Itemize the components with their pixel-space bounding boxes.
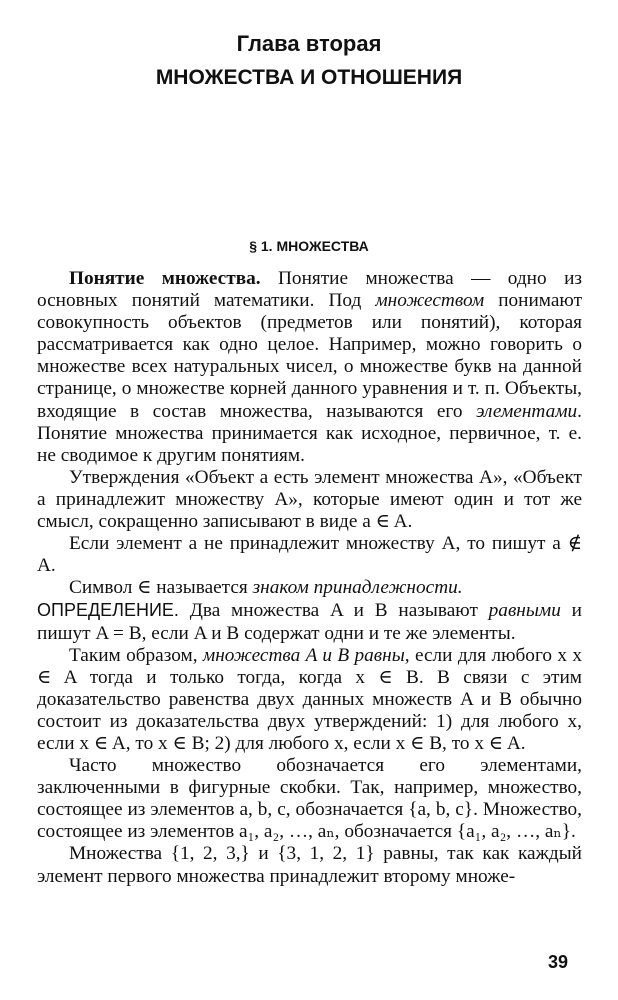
definition-label: ОПРЕДЕЛЕНИЕ. bbox=[37, 600, 179, 621]
paragraph-non-membership: Если элемент a не принадлежит множеству A, то пишут a ∉ A. bbox=[37, 533, 582, 577]
paragraph-definition bbox=[37, 599, 582, 644]
paragraph-membership-symbol bbox=[37, 577, 582, 599]
paragraph-equality bbox=[37, 645, 582, 755]
text-run: Символ ∈ называется bbox=[69, 577, 253, 599]
page-number: 39 bbox=[548, 952, 569, 972]
body-text bbox=[37, 268, 582, 888]
emphasis: знаком принадлежности. bbox=[252, 577, 463, 599]
section-title: § 1. МНОЖЕСТВА bbox=[249, 238, 369, 254]
paragraph-example: Множества {1, 2, 3,} и {3, 1, 2, 1} равны, так как каждый элемент первого множества принадлежит второму множе- bbox=[37, 843, 582, 887]
text-run: если для любого x x ∈ A тогда и только тогда, когда x ∈ B. В связи с этим доказательство равенства двух данных множеств A и B обычно состоит из доказательства двух утверждений: 1) для любого x, если x ∈ A, то x ∈ B; 2) для любого x, если x ∈ B, то x ∈ A. bbox=[37, 644, 582, 754]
run-in-heading: Понятие множества. bbox=[69, 268, 261, 289]
chapter-label: Глава вторая bbox=[236, 31, 382, 56]
text-run: . Понятие множества принимается как исходное, первичное, т. е. не сводимое к другим понятиям. bbox=[37, 400, 582, 466]
text-run: понимают совокупность объектов (предметов или понятий), которая рассматривается как одно целое. Например, можно говорить о множестве всех натуральных чисел, о множестве букв на данной странице, о множестве корней данного уравнения и т. п. Объекты, входящие в состав множества, называются его bbox=[37, 290, 582, 422]
text-run: Таким образом, bbox=[69, 644, 203, 666]
text-run: и пишут A = B, если A и B содержат одни и те же элементы. bbox=[37, 600, 582, 644]
chapter-title: МНОЖЕСТВА И ОТНОШЕНИЯ bbox=[155, 66, 463, 89]
paragraph-braces-notation: Часто множество обозначается его элементами, заключенными в фигурные скобки. Так, например, множество, состоящее из элементов a, b, c, обозначается {a, b, c}. Множество, состоящее из элементов a₁, a₂, …, aₙ, обозначается {a₁, a₂, …, aₙ}. bbox=[37, 755, 582, 843]
paragraph-set-concept bbox=[37, 268, 582, 467]
emphasis: множества A и B равны, bbox=[202, 644, 410, 666]
text-run: Два множества A и B называют bbox=[178, 600, 489, 622]
paragraph-membership: Утверждения «Объект a есть элемент множества A», «Объект a принадлежит множеству A», которые имеют один и тот же смысл, сокращенно записывают в виде a ∈ A. bbox=[37, 466, 582, 533]
emphasis: равными bbox=[488, 600, 561, 622]
emphasis: элементами bbox=[476, 400, 578, 422]
emphasis: множеством bbox=[375, 290, 485, 312]
text-run: Понятие множества — одно из основных понятий математики. Под bbox=[37, 268, 583, 312]
